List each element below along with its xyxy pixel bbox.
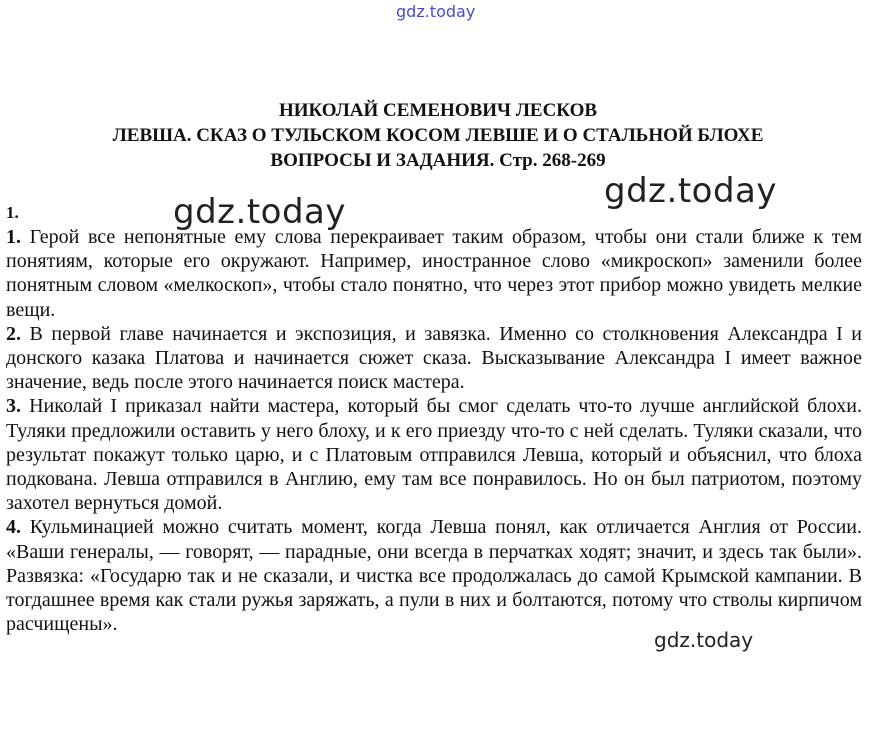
- watermark-top: gdz.today: [396, 2, 476, 21]
- answer-paragraph-2: [6, 322, 862, 395]
- task-number: 1.: [6, 203, 19, 222]
- work-title: ЛЕВША. СКАЗ О ТУЛЬСКОМ КОСОМ ЛЕВШЕ И О СТАЛЬНОЙ БЛОХЕ: [112, 125, 764, 146]
- answer-number: 4.: [6, 516, 21, 539]
- answer-number: 3.: [6, 395, 21, 418]
- answer-text: Кульминацией можно считать момент, когда Левша понял, как отличается Англия от России. «Ваши генералы, — говорят, — парадные, они всегда в перчатках ходят; значит, и здесь так были». Развязка: «Государю так и не сказали, и чистка все продолжалась до самой Крымской кампании. В тогдашнее время как стали ружья заряжать, а пули в них и болтаются, потому что стволы кирпичом расчищены».: [6, 516, 862, 636]
- watermark-right: gdz.today: [604, 171, 777, 211]
- answer-paragraph-4: [6, 515, 862, 636]
- document-header: [0, 98, 876, 173]
- answers-body: [6, 201, 862, 636]
- watermark-bottom: gdz.today: [654, 628, 754, 652]
- answer-paragraph-3: [6, 394, 862, 515]
- answer-text: Николай I приказал найти мастера, который бы смог сделать что-то лучше английской блохи. Туляки предложили оставить у него блоху, и к его приезду что-то с ней сделать. Туляки сказали, что результат покажут только царю, и с Платовым отправился Левша, который и объяснил, что блоха подкована. Левша отправился в Англию, ему там все понравилось. Но он был патриотом, поэтому захотел вернуться домой.: [6, 395, 862, 515]
- answer-number: 2.: [6, 322, 21, 345]
- answer-text: Герой все непонятные ему слова перекраивает таким образом, чтобы они стали ближе к тем понятиям, которые его окружают. Например, иностранное слово «микроскоп» заменили более понятным словом «мелкоскоп», чтобы стало понятно, что через этот прибор можно увидеть мелкие вещи.: [6, 226, 862, 321]
- answer-paragraph-1: [6, 225, 862, 322]
- watermark-left: gdz.today: [173, 192, 346, 232]
- section-title: ВОПРОСЫ И ЗАДАНИЯ. Стр. 268-269: [270, 150, 606, 171]
- answer-number: 1.: [6, 226, 21, 248]
- author-title: НИКОЛАЙ СЕМЕНОВИЧ ЛЕСКОВ: [278, 100, 598, 121]
- answer-text: В первой главе начинается и экспозиция, и завязка. Именно со столкновения Александра I и донского казака Платова и начинается сюжет сказа. Высказывание Александра I имеет важное значение, ведь после этого начинается поиск мастера.: [6, 322, 862, 394]
